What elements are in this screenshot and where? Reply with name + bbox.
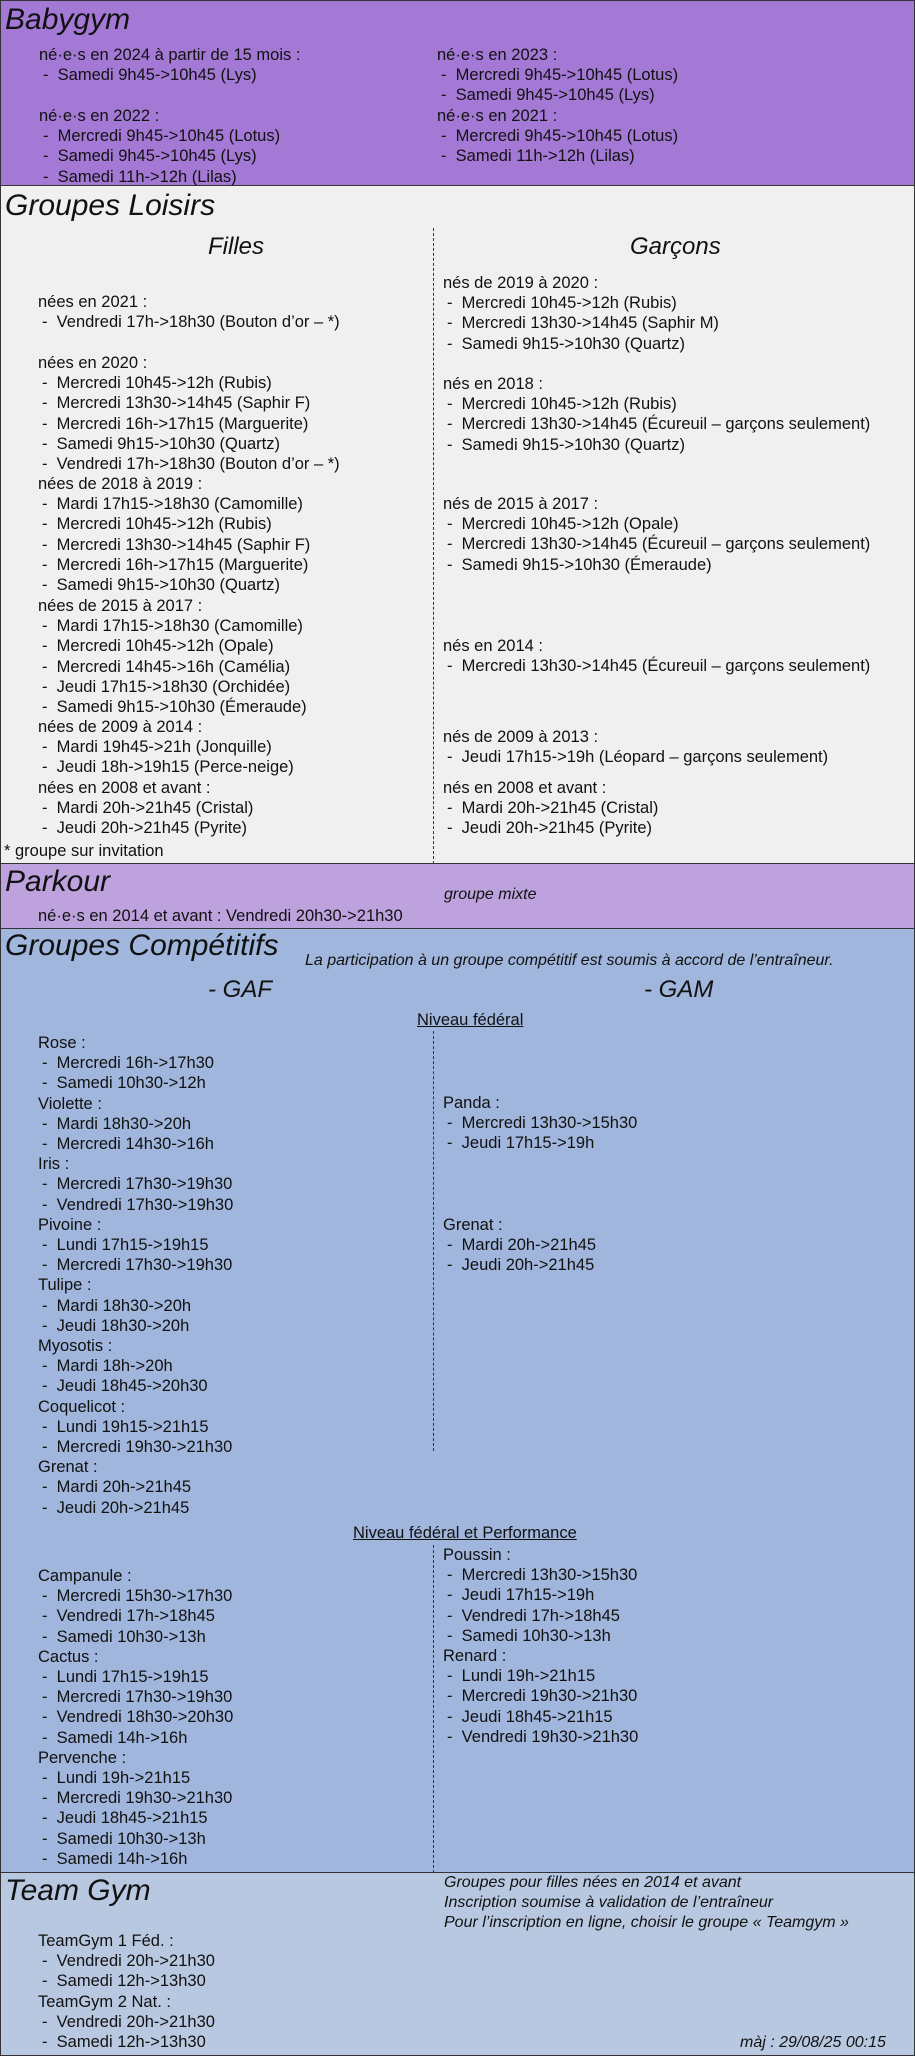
schedule-item: - Mercredi 10h45->12h (Opale): [38, 636, 307, 656]
schedule-item: - Lundi 19h15->21h15: [38, 1417, 233, 1437]
schedule-item: - Samedi 14h->16h: [38, 1849, 233, 1869]
girls-group: [38, 778, 253, 839]
group-header: Myosotis :: [38, 1337, 113, 1356]
group-header: nés en 2014 :: [443, 637, 543, 655]
schedule-item: - Mercredi 16h->17h30: [38, 1053, 233, 1073]
level-federal-heading: Niveau fédéral: [417, 1011, 524, 1029]
schedule-item: - Mercredi 19h30->21h30: [38, 1788, 233, 1808]
schedule-item: - Mercredi 13h30->14h45 (Écureuil – garçons seulement): [443, 414, 870, 434]
competitifs-note: La participation à un groupe compétitif est soumis à accord de l’entraîneur.: [305, 952, 834, 969]
competitifs-title: Groupes Compétitifs: [5, 929, 279, 962]
schedule-item: - Jeudi 17h15->18h30 (Orchidée): [38, 677, 307, 697]
schedule-item: - Mercredi 13h30->14h45 (Saphir F): [38, 535, 310, 555]
gaf-performance-groups: [38, 1566, 233, 1869]
schedule-item: - Mardi 18h30->20h: [38, 1296, 233, 1316]
schedule-item: - Samedi 9h15->10h30 (Émeraude): [38, 697, 307, 717]
schedule-item: - Vendredi 17h->18h30 (Bouton d’or – *): [38, 454, 340, 474]
group-header: né·e·s en 2024 à partir de 15 mois :: [39, 46, 301, 64]
schedule-item: - Samedi 10h30->12h: [38, 1073, 233, 1093]
schedule-item: - Mardi 17h15->18h30 (Camomille): [38, 616, 307, 636]
parkour-schedule: né·e·s en 2014 et avant : Vendredi 20h30->21h30: [38, 907, 403, 925]
boys-column-heading: Garçons: [630, 233, 721, 260]
schedule-item: - Vendredi 17h30->19h30: [38, 1195, 233, 1215]
schedule-item: - Mercredi 17h30->19h30: [38, 1174, 233, 1194]
group-header: nés de 2009 à 2013 :: [443, 728, 599, 746]
group-header: TeamGym 1 Féd. :: [38, 1932, 174, 1950]
schedule-item: - Samedi 12h->13h30: [38, 1971, 215, 1991]
schedule-item: - Lundi 17h15->19h15: [38, 1235, 233, 1255]
schedule-item: - Samedi 9h15->10h30 (Quartz): [38, 434, 340, 454]
schedule-item: - Jeudi 20h->21h45 (Pyrite): [38, 818, 253, 838]
schedule-item: - Mardi 19h45->21h (Jonquille): [38, 737, 294, 757]
schedule-item: - Jeudi 18h30->20h: [38, 1316, 233, 1336]
schedule-item: - Samedi 11h->12h (Lilas): [39, 167, 280, 187]
babygym-title: Babygym: [5, 3, 131, 36]
schedule-item: - Samedi 12h->13h30: [38, 2032, 215, 2052]
schedule-item: - Samedi 10h30->13h: [38, 1829, 233, 1849]
schedule-item: - Lundi 19h->21h15: [443, 1666, 638, 1686]
schedule-item: - Mardi 20h->21h45: [443, 1235, 596, 1255]
group-header: Campanule :: [38, 1567, 132, 1585]
babygym-group: [437, 45, 678, 106]
group-header: Pervenche :: [38, 1748, 127, 1767]
group-header: nées en 2020 :: [38, 354, 148, 372]
group-header: nées de 2015 à 2017 :: [38, 597, 203, 615]
schedule-item: - Mercredi 13h30->15h30: [443, 1565, 638, 1585]
schedule-item: - Mercredi 10h45->12h (Opale): [443, 514, 870, 534]
schedule-item: - Mercredi 13h30->14h45 (Écureuil – garçons seulement): [443, 656, 870, 676]
group-header: Iris :: [38, 1155, 70, 1174]
girls-group: [38, 474, 310, 595]
schedule-item: - Mercredi 17h30->19h30: [38, 1687, 233, 1707]
schedule-item: - Mardi 17h15->18h30 (Camomille): [38, 494, 310, 514]
loisirs-title: Groupes Loisirs: [5, 189, 216, 222]
girls-group: [38, 596, 307, 717]
group-header: nées en 2021 :: [38, 293, 148, 311]
group-header: nées de 2009 à 2014 :: [38, 718, 203, 736]
group-header: né·e·s en 2022 :: [39, 107, 160, 125]
schedule-item: - Mercredi 15h30->17h30: [38, 1586, 233, 1606]
schedule-item: - Jeudi 17h15->19h: [443, 1585, 638, 1605]
boys-group: [443, 778, 658, 839]
schedule-item: - Jeudi 20h->21h45: [443, 1255, 596, 1275]
schedule-item: - Samedi 9h45->10h45 (Lys): [39, 65, 300, 85]
schedule-item: - Vendredi 20h->21h30: [38, 2012, 215, 2032]
schedule-item: - Lundi 17h15->19h15: [38, 1667, 233, 1687]
schedule-item: - Samedi 11h->12h (Lilas): [437, 146, 678, 166]
schedule-item: - Vendredi 19h30->21h30: [443, 1727, 638, 1747]
competitifs-section: [1, 929, 914, 1873]
schedule-item: - Samedi 14h->16h: [38, 1728, 233, 1748]
schedule-item: - Samedi 9h45->10h45 (Lys): [39, 146, 280, 166]
teamgym-title: Team Gym: [5, 1874, 151, 1907]
girls-column-heading: Filles: [208, 233, 265, 260]
schedule-item: - Mercredi 19h30->21h30: [443, 1686, 638, 1706]
boys-group: [443, 273, 719, 354]
schedule-item: - Mardi 18h30->20h: [38, 1114, 233, 1134]
gam-heading: - GAM: [644, 976, 714, 1003]
schedule-item: - Vendredi 17h->18h45: [443, 1606, 638, 1626]
schedule-item: - Mardi 20h->21h45 (Cristal): [443, 798, 658, 818]
group-header: nés en 2008 et avant :: [443, 779, 607, 797]
group-header: Panda :: [443, 1094, 500, 1112]
girls-group: [38, 353, 340, 474]
parkour-mixed-note: groupe mixte: [444, 886, 537, 903]
schedule-item: - Jeudi 20h->21h45 (Pyrite): [443, 818, 658, 838]
group-header: nés de 2015 à 2017 :: [443, 495, 599, 513]
schedule-item: - Mercredi 10h45->12h (Rubis): [443, 293, 719, 313]
group-header: Renard :: [443, 1647, 507, 1666]
gam-federal-group: [443, 1093, 637, 1154]
teamgym-section: [1, 1873, 914, 2055]
schedule-item: - Mercredi 13h30->15h30: [443, 1113, 637, 1133]
schedule-item: - Jeudi 18h45->20h30: [38, 1376, 233, 1396]
schedule-item: - Mardi 20h->21h45 (Cristal): [38, 798, 253, 818]
schedule-item: - Jeudi 20h->21h45: [38, 1498, 233, 1518]
schedule-item: - Vendredi 17h->18h30 (Bouton d’or – *): [38, 312, 340, 332]
schedule-item: - Mardi 20h->21h45: [38, 1477, 233, 1497]
loisirs-footnote: * groupe sur invitation: [4, 842, 164, 860]
schedule-item: - Mercredi 13h30->14h45 (Écureuil – garçons seulement): [443, 534, 870, 554]
schedule-item: - Samedi 9h15->10h30 (Quartz): [38, 575, 310, 595]
group-header: nées en 2008 et avant :: [38, 779, 211, 797]
girls-group: [38, 717, 294, 778]
group-header: nés en 2018 :: [443, 375, 543, 393]
schedule-item: - Jeudi 18h45->21h15: [38, 1808, 233, 1828]
group-header: Cactus :: [38, 1647, 99, 1666]
schedule-item: - Mercredi 16h->17h15 (Marguerite): [38, 414, 340, 434]
group-header: Grenat :: [443, 1216, 503, 1234]
girls-group: [38, 292, 340, 332]
schedule-item: - Samedi 10h30->13h: [443, 1626, 638, 1646]
group-header: Rose :: [38, 1034, 86, 1052]
schedule-item: - Vendredi 18h30->20h30: [38, 1707, 233, 1727]
group-header: Coquelicot :: [38, 1397, 126, 1416]
column-divider: [433, 1031, 434, 1451]
schedule-item: - Mercredi 13h30->14h45 (Saphir F): [38, 393, 340, 413]
parkour-title: Parkour: [5, 865, 111, 898]
schedule-item: - Mercredi 10h45->12h (Rubis): [38, 373, 340, 393]
schedule-item: - Mercredi 10h45->12h (Rubis): [38, 514, 310, 534]
schedule-item: - Mercredi 13h30->14h45 (Saphir M): [443, 313, 719, 333]
boys-group: [443, 494, 870, 575]
teamgym-note: Inscription soumise à validation de l’entraîneur: [444, 1894, 774, 1911]
group-header: né·e·s en 2023 :: [437, 46, 558, 64]
group-header: nés de 2019 à 2020 :: [443, 274, 599, 292]
schedule-item: - Samedi 9h45->10h45 (Lys): [437, 85, 678, 105]
schedule-item: - Mercredi 9h45->10h45 (Lotus): [39, 126, 280, 146]
schedule-item: - Vendredi 20h->21h30: [38, 1951, 215, 1971]
schedule-item: - Samedi 9h15->10h30 (Quartz): [443, 334, 719, 354]
schedule-item: - Mardi 18h->20h: [38, 1356, 233, 1376]
schedule-item: - Vendredi 17h->18h45: [38, 1606, 233, 1626]
schedule-item: - Mercredi 14h45->16h (Camélia): [38, 657, 307, 677]
teamgym-groups: [38, 1931, 215, 2052]
schedule-item: - Lundi 19h->21h15: [38, 1768, 233, 1788]
group-header: Pivoine :: [38, 1215, 102, 1234]
schedule-item: - Jeudi 17h15->19h: [443, 1133, 637, 1153]
gaf-federal-groups: [38, 1033, 233, 1518]
schedule-item: - Mercredi 19h30->21h30: [38, 1437, 233, 1457]
schedule-item: - Samedi 10h30->13h: [38, 1627, 233, 1647]
boys-group: [443, 374, 870, 455]
schedule-item: - Samedi 9h15->10h30 (Quartz): [443, 435, 870, 455]
schedule-item: - Mercredi 10h45->12h (Rubis): [443, 394, 870, 414]
group-header: nées de 2018 à 2019 :: [38, 475, 203, 493]
schedule-item: - Mercredi 9h45->10h45 (Lotus): [437, 126, 678, 146]
schedule-item: - Mercredi 16h->17h15 (Marguerite): [38, 555, 310, 575]
schedule-item: - Mercredi 9h45->10h45 (Lotus): [437, 65, 678, 85]
last-updated: màj : 29/08/25 00:15: [740, 2034, 886, 2051]
group-header: TeamGym 2 Nat. :: [38, 1992, 171, 2011]
column-divider: [433, 228, 434, 864]
group-header: né·e·s en 2021 :: [437, 107, 558, 125]
gaf-heading: - GAF: [208, 976, 272, 1003]
boys-group: [443, 727, 828, 767]
boys-group: [443, 636, 870, 676]
group-header: Poussin :: [443, 1546, 511, 1564]
schedule-item: - Jeudi 18h45->21h15: [443, 1707, 638, 1727]
schedule-item: - Jeudi 17h15->19h (Léopard – garçons seulement): [443, 747, 828, 767]
gam-federal-group: [443, 1215, 596, 1276]
parkour-section: [1, 864, 914, 929]
babygym-group: [39, 106, 280, 187]
group-header: Grenat :: [38, 1458, 98, 1477]
teamgym-note: Groupes pour filles nées en 2014 et avant: [444, 1874, 742, 1891]
schedule-item: - Mercredi 14h30->16h: [38, 1134, 233, 1154]
group-header: Violette :: [38, 1094, 102, 1113]
schedule-item: - Mercredi 17h30->19h30: [38, 1255, 233, 1275]
babygym-group: [39, 45, 300, 85]
teamgym-note: Pour l’inscription en ligne, choisir le groupe « Teamgym »: [444, 1914, 849, 1931]
level-performance-heading: Niveau fédéral et Performance: [353, 1524, 577, 1542]
group-header: Tulipe :: [38, 1276, 92, 1295]
babygym-group: [437, 106, 678, 167]
schedule-item: - Jeudi 18h->19h15 (Perce-neige): [38, 757, 294, 777]
loisirs-section: [1, 186, 914, 864]
schedule-item: - Samedi 9h15->10h30 (Émeraude): [443, 555, 870, 575]
babygym-section: [1, 1, 914, 186]
column-divider: [433, 1545, 434, 1873]
gam-performance-groups: [443, 1545, 638, 1747]
